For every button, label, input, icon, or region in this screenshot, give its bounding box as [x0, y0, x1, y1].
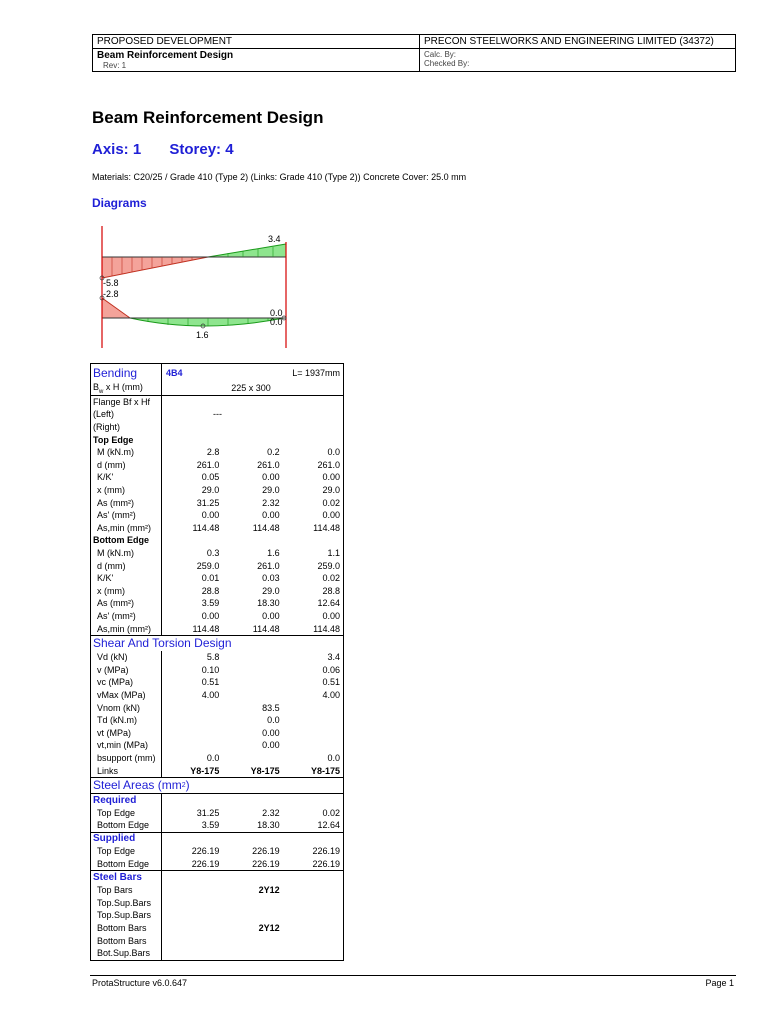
cell-value: 259.0: [317, 560, 340, 571]
row-label: Bottom Bars: [97, 935, 147, 946]
cell-value: 261.0: [196, 459, 220, 470]
cell-value: 0.02: [322, 807, 340, 818]
cell-value: 0.51: [322, 677, 340, 688]
cell-value: 2Y12: [258, 923, 280, 934]
cell-value: 12.64: [317, 598, 340, 609]
steel-areas-heading: Steel Areas (mm 2 ): [91, 777, 343, 793]
section-size-label: $B_w$ x H (mm): [93, 381, 143, 395]
cell-value: 12.64: [317, 820, 340, 831]
cell-value: 0.05: [201, 472, 220, 483]
row-label: Top.Sup.Bars: [97, 897, 152, 908]
table-row: [91, 845, 343, 858]
flange-block: [91, 395, 343, 434]
cell-value: Y8-175: [310, 765, 340, 776]
force-diagrams: [88, 222, 308, 352]
cell-value: 4.00: [322, 689, 340, 700]
software-version: ProtaStructure v6.0.647: [92, 978, 188, 988]
cell-value: 261.0: [317, 459, 340, 470]
row-label: As,min (mm²): [97, 522, 151, 533]
cell-value: 28.8: [322, 585, 340, 596]
cell-value: 0.2: [267, 447, 280, 458]
row-label: x (mm): [97, 585, 125, 596]
row-label: Td (kN.m): [97, 715, 137, 726]
cell-value: 1.6: [267, 548, 280, 559]
bottom-edge-heading: Bottom Edge: [91, 534, 343, 547]
cell-value: 83.5: [262, 702, 280, 713]
row-label: Top Edge: [97, 846, 136, 857]
page-number: Page 1: [705, 978, 734, 988]
cell-value: 114.48: [252, 623, 280, 634]
cell-value: 29.0: [262, 485, 280, 496]
flange-left-label: (Left): [93, 409, 115, 420]
table-row: [91, 884, 343, 897]
beam-id: 4B4: [166, 368, 183, 378]
cell-value: 1.1: [327, 548, 340, 559]
sign-off-cell: [420, 49, 736, 72]
bending-header-row: [91, 364, 343, 382]
cell-value: 261.0: [257, 560, 280, 571]
table-row: [91, 739, 343, 752]
flange-label: Flange Bf x Hf: [93, 396, 151, 407]
table-row: [91, 459, 343, 472]
row-label: As (mm²): [97, 598, 134, 609]
cell-value: 0.00: [322, 510, 340, 521]
row-label: d (mm): [97, 560, 126, 571]
cell-value: 0.10: [201, 664, 220, 675]
row-label: d (mm): [97, 459, 126, 470]
table-row: [91, 714, 343, 727]
cell-value: 226.19: [252, 846, 280, 857]
cell-value: 0.00: [201, 610, 220, 621]
cell-value: 259.0: [196, 560, 220, 571]
table-row: [91, 663, 343, 676]
cell-value: 0.00: [262, 740, 280, 751]
shear-diagram: [102, 298, 286, 328]
cell-value: 0.0: [267, 715, 280, 726]
cell-value: 4.00: [201, 689, 220, 700]
table-row: [91, 651, 343, 664]
cell-value: 114.48: [192, 623, 220, 634]
table-row: [91, 471, 343, 484]
row-label: Top Bars: [97, 885, 133, 896]
cell-value: 2Y12: [258, 885, 280, 896]
flange-left-value: ---: [213, 409, 222, 420]
cell-value: 3.59: [201, 598, 220, 609]
table-row: [91, 689, 343, 702]
cell-value: 114.48: [252, 522, 280, 533]
cell-value: 0.0: [327, 752, 340, 763]
materials-line: Materials: C20/25 / Grade 410 (Type 2) (Links: Grade 410 (Type 2)) Concrete Cover: 25.0 mm: [92, 172, 467, 182]
table-row: [91, 622, 343, 635]
footer-divider: [90, 975, 736, 976]
table-row: [91, 676, 343, 689]
table-row: [91, 752, 343, 765]
doc-title-cell: [93, 49, 420, 72]
project-name: PROPOSED DEVELOPMENT: [93, 35, 420, 49]
cell-value: 226.19: [252, 859, 280, 870]
cell-value: 3.59: [201, 820, 220, 831]
table-row: [91, 446, 343, 459]
flange-right-label: (Right): [93, 422, 121, 433]
row-label: M (kN.m): [97, 447, 134, 458]
row-label: vt (MPa): [97, 727, 132, 738]
row-label: As (mm²): [97, 497, 134, 508]
row-label: vt,min (MPa): [97, 740, 149, 751]
shear-label-left: -2.8: [103, 289, 119, 299]
cell-value: 18.30: [257, 598, 280, 609]
design-table: [90, 363, 344, 961]
cell-value: 18.30: [257, 820, 280, 831]
cell-value: Y8-175: [250, 765, 280, 776]
steel-bars-rows: [91, 884, 343, 960]
table-row: [91, 858, 343, 871]
cell-value: 114.48: [313, 623, 340, 634]
cell-value: 226.19: [312, 846, 340, 857]
table-row: [91, 509, 343, 522]
cell-value: 226.19: [191, 859, 220, 870]
page-title: Beam Reinforcement Design: [92, 108, 324, 127]
axis-storey: [92, 141, 258, 158]
shear-heading: Shear And Torsion Design: [91, 635, 343, 651]
revision: Rev: 1: [103, 61, 127, 70]
beam-length: L= 1937mm: [292, 368, 340, 378]
cell-value: 2.32: [262, 497, 280, 508]
row-label: As,min (mm²): [97, 623, 151, 634]
cell-value: 0.00: [262, 472, 280, 483]
cell-value: 226.19: [312, 859, 340, 870]
table-row: [91, 909, 343, 922]
cell-value: 29.0: [201, 485, 220, 496]
cell-value: 0.00: [262, 510, 280, 521]
axis-label: Axis: 1: [92, 141, 142, 158]
cell-value: 0.0: [327, 447, 340, 458]
table-row: [91, 547, 343, 560]
row-label: As' (mm²): [97, 610, 136, 621]
row-label: vc (MPa): [97, 677, 133, 688]
section-size-row: [91, 382, 343, 395]
shear-label-mid: 1.6: [196, 330, 209, 340]
cell-value: 31.25: [196, 497, 220, 508]
row-label: Vd (kN): [97, 652, 128, 663]
calc-by: Calc. By:: [424, 50, 457, 59]
table-row: [91, 819, 343, 832]
cell-value: 0.02: [322, 497, 340, 508]
row-label: Bottom Edge: [97, 820, 150, 831]
moment-label-right: 3.4: [268, 234, 281, 244]
steel-bars-heading: Steel Bars: [91, 870, 343, 884]
cell-value: 0.0: [206, 752, 220, 763]
table-row: [91, 764, 343, 777]
supplied-heading: Supplied: [91, 832, 343, 846]
cell-value: 5.8: [206, 652, 220, 663]
cell-value: 0.02: [322, 573, 340, 584]
cell-value: 261.0: [257, 459, 280, 470]
cell-value: 226.19: [191, 846, 220, 857]
cell-value: 28.8: [201, 585, 220, 596]
row-label: Vnom (kN): [97, 702, 141, 713]
table-row: [91, 610, 343, 623]
table-row: [91, 701, 343, 714]
cell-value: 0.00: [322, 472, 340, 483]
table-row: [91, 484, 343, 497]
table-row: [91, 934, 343, 947]
cell-value: 0.3: [206, 548, 220, 559]
row-label: K/K': [97, 573, 114, 584]
row-label: vMax (MPa): [97, 689, 146, 700]
table-row: [91, 572, 343, 585]
section-size-value: 225 x 300: [231, 383, 271, 394]
cell-value: 0.06: [322, 664, 340, 675]
table-row: [91, 806, 343, 819]
table-row: [91, 922, 343, 935]
table-row: [91, 726, 343, 739]
required-heading: Required: [91, 793, 343, 807]
cell-value: 2.32: [262, 807, 280, 818]
moment-label-left: -5.8: [103, 278, 119, 288]
row-label: Top Edge: [97, 807, 136, 818]
required-rows: [91, 806, 343, 831]
cell-value: 0.51: [201, 677, 220, 688]
checked-by: Checked By:: [424, 59, 470, 68]
row-label: bsupport (mm): [97, 752, 156, 763]
table-row: [91, 496, 343, 509]
cell-value: 29.0: [322, 485, 340, 496]
cell-value: Y8-175: [190, 765, 220, 776]
row-label: M (kN.m): [97, 548, 134, 559]
top-edge-heading: Top Edge: [91, 433, 343, 446]
bottom-edge-rows: [91, 547, 343, 635]
cell-value: 0.01: [201, 573, 220, 584]
row-label: v (MPa): [97, 664, 129, 675]
header-table: [92, 34, 736, 72]
table-row: [91, 585, 343, 598]
cell-value: 0.00: [262, 610, 280, 621]
cell-value: 0.00: [262, 727, 280, 738]
table-row: [91, 947, 343, 960]
diagrams-heading: Diagrams: [92, 196, 147, 210]
cell-value: 3.4: [327, 652, 340, 663]
cell-value: 2.8: [206, 447, 220, 458]
storey-label: Storey: 4: [169, 141, 234, 158]
cell-value: 0.00: [322, 610, 340, 621]
supplied-rows: [91, 845, 343, 870]
row-label: As' (mm²): [97, 510, 136, 521]
cell-value: 0.03: [262, 573, 280, 584]
row-label: Bottom Edge: [97, 859, 150, 870]
row-label: Top.Sup.Bars: [97, 910, 152, 921]
cell-value: 29.0: [262, 585, 280, 596]
row-label: Links: [97, 765, 119, 776]
row-label: Bottom Bars: [97, 923, 147, 934]
row-label: K/K': [97, 472, 114, 483]
row-label: x (mm): [97, 485, 125, 496]
company-name: PRECON STEELWORKS AND ENGINEERING LIMITED (34372): [420, 35, 736, 49]
shear-rows: [91, 651, 343, 777]
shear-label-right-b: 0.0: [270, 317, 283, 327]
cell-value: 114.48: [192, 522, 220, 533]
table-row: [91, 522, 343, 535]
cell-value: 0.00: [201, 510, 220, 521]
moment-diagram: [102, 244, 286, 278]
table-row: [91, 597, 343, 610]
table-row: [91, 559, 343, 572]
cell-value: 114.48: [313, 522, 340, 533]
shear-label-right-a: 0.0: [270, 308, 283, 318]
top-edge-rows: [91, 446, 343, 534]
cell-value: 31.25: [196, 807, 220, 818]
row-label: Bot.Sup.Bars: [97, 948, 151, 959]
bending-heading: Bending: [93, 366, 138, 380]
doc-title: Beam Reinforcement Design: [97, 50, 234, 61]
table-row: [91, 897, 343, 910]
